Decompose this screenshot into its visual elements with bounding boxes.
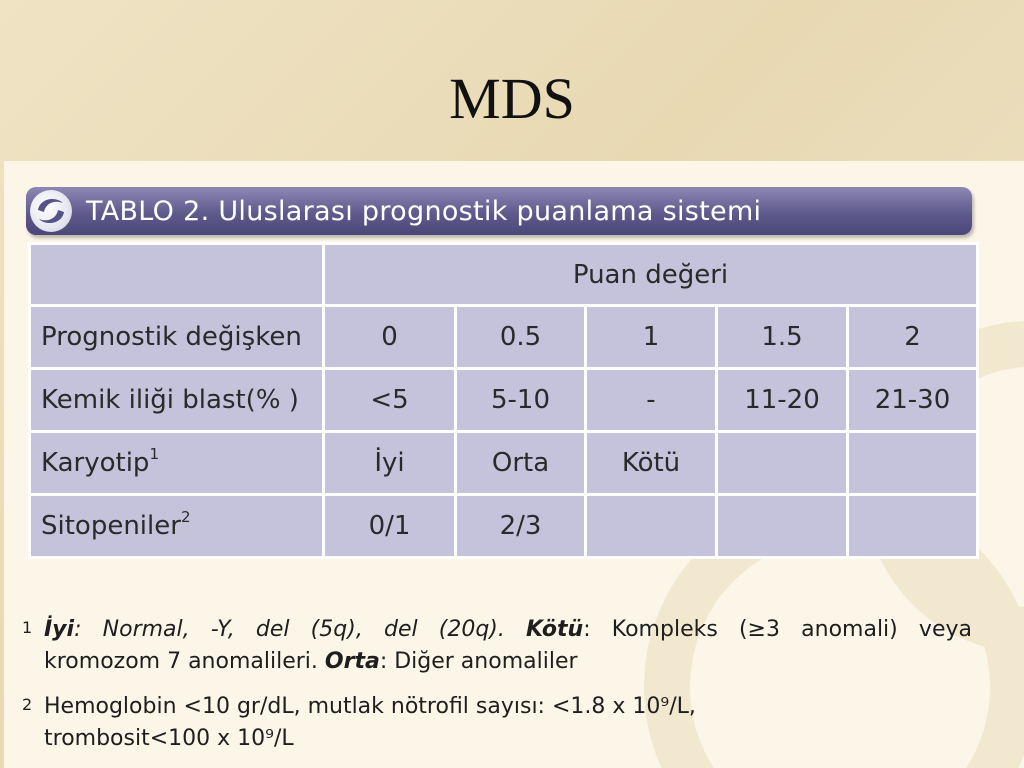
footnote-1 (22, 614, 972, 678)
footnote-2-line-1: Hemoglobin <10 gr/dL, mutlak nötrofil sayısı: <1.8 x 10⁹/L, (44, 694, 696, 719)
score-column-header: 0.5 (456, 306, 586, 369)
table-cell: 5-10 (456, 369, 586, 432)
table-cell: 21-30 (848, 369, 978, 432)
journal-logo-icon (30, 190, 72, 232)
orta-label: Orta (324, 649, 380, 674)
score-column-header: 2 (848, 306, 978, 369)
table-cell: İyi (324, 432, 456, 495)
table-cell (848, 495, 978, 558)
score-column-header: 1.5 (717, 306, 848, 369)
table-panel (4, 161, 1024, 768)
table-cell: <5 (324, 369, 456, 432)
row-label-karyotype: Karyotip$^1$ (30, 432, 324, 495)
table-cell: 11-20 (717, 369, 848, 432)
iyi-label: İyi (44, 617, 75, 642)
footnote-1-line-2: kromozom 7 anomalileri. Orta: Diğer anomaliler (44, 649, 578, 674)
footnote-number: 1 (22, 618, 33, 637)
table-cell (717, 432, 848, 495)
footnote-number: 2 (22, 695, 33, 714)
score-column-header: 0 (324, 306, 456, 369)
kotu-label: Kötü (526, 617, 584, 642)
footnote-marker: 2 (180, 508, 191, 526)
prognostic-score-table (28, 242, 979, 559)
table-cell: Kötü (586, 432, 717, 495)
table-cell (717, 495, 848, 558)
table-cell-empty (30, 244, 324, 306)
variable-column-label: Prognostik değişken (30, 306, 324, 369)
slide-title: MDS (449, 66, 575, 131)
table-title: TABLO 2. Uluslarası prognostik puanlama sistemi (86, 196, 762, 227)
footnote-2-line-2: trombosit<100 x 10⁹/L (44, 726, 294, 751)
table-cell: 2/3 (456, 495, 586, 558)
table-row (30, 369, 978, 432)
table-cell: - (586, 369, 717, 432)
table-cell: Orta (456, 432, 586, 495)
score-header-cell: Puan değeri (324, 244, 978, 306)
table-header-bar (26, 187, 972, 235)
table-cell (848, 432, 978, 495)
table-row (30, 432, 978, 495)
row-label-blast: Kemik iliği blast(% ) (30, 369, 324, 432)
row-label-cytopenias: Sitopeniler$^2$ (30, 495, 324, 558)
footnote-1-line-1: İyi: Normal, -Y, del (5q), del (20q). Kötü: Kompleks (≥3 anomali) veya (44, 617, 972, 642)
score-column-header: 1 (586, 306, 717, 369)
table-cell: 0/1 (324, 495, 456, 558)
table-row (30, 495, 978, 558)
footnote-2 (22, 691, 972, 755)
table-cell (586, 495, 717, 558)
table-row (30, 244, 978, 306)
table-row (30, 306, 978, 369)
footnote-marker: 1 (149, 445, 159, 463)
